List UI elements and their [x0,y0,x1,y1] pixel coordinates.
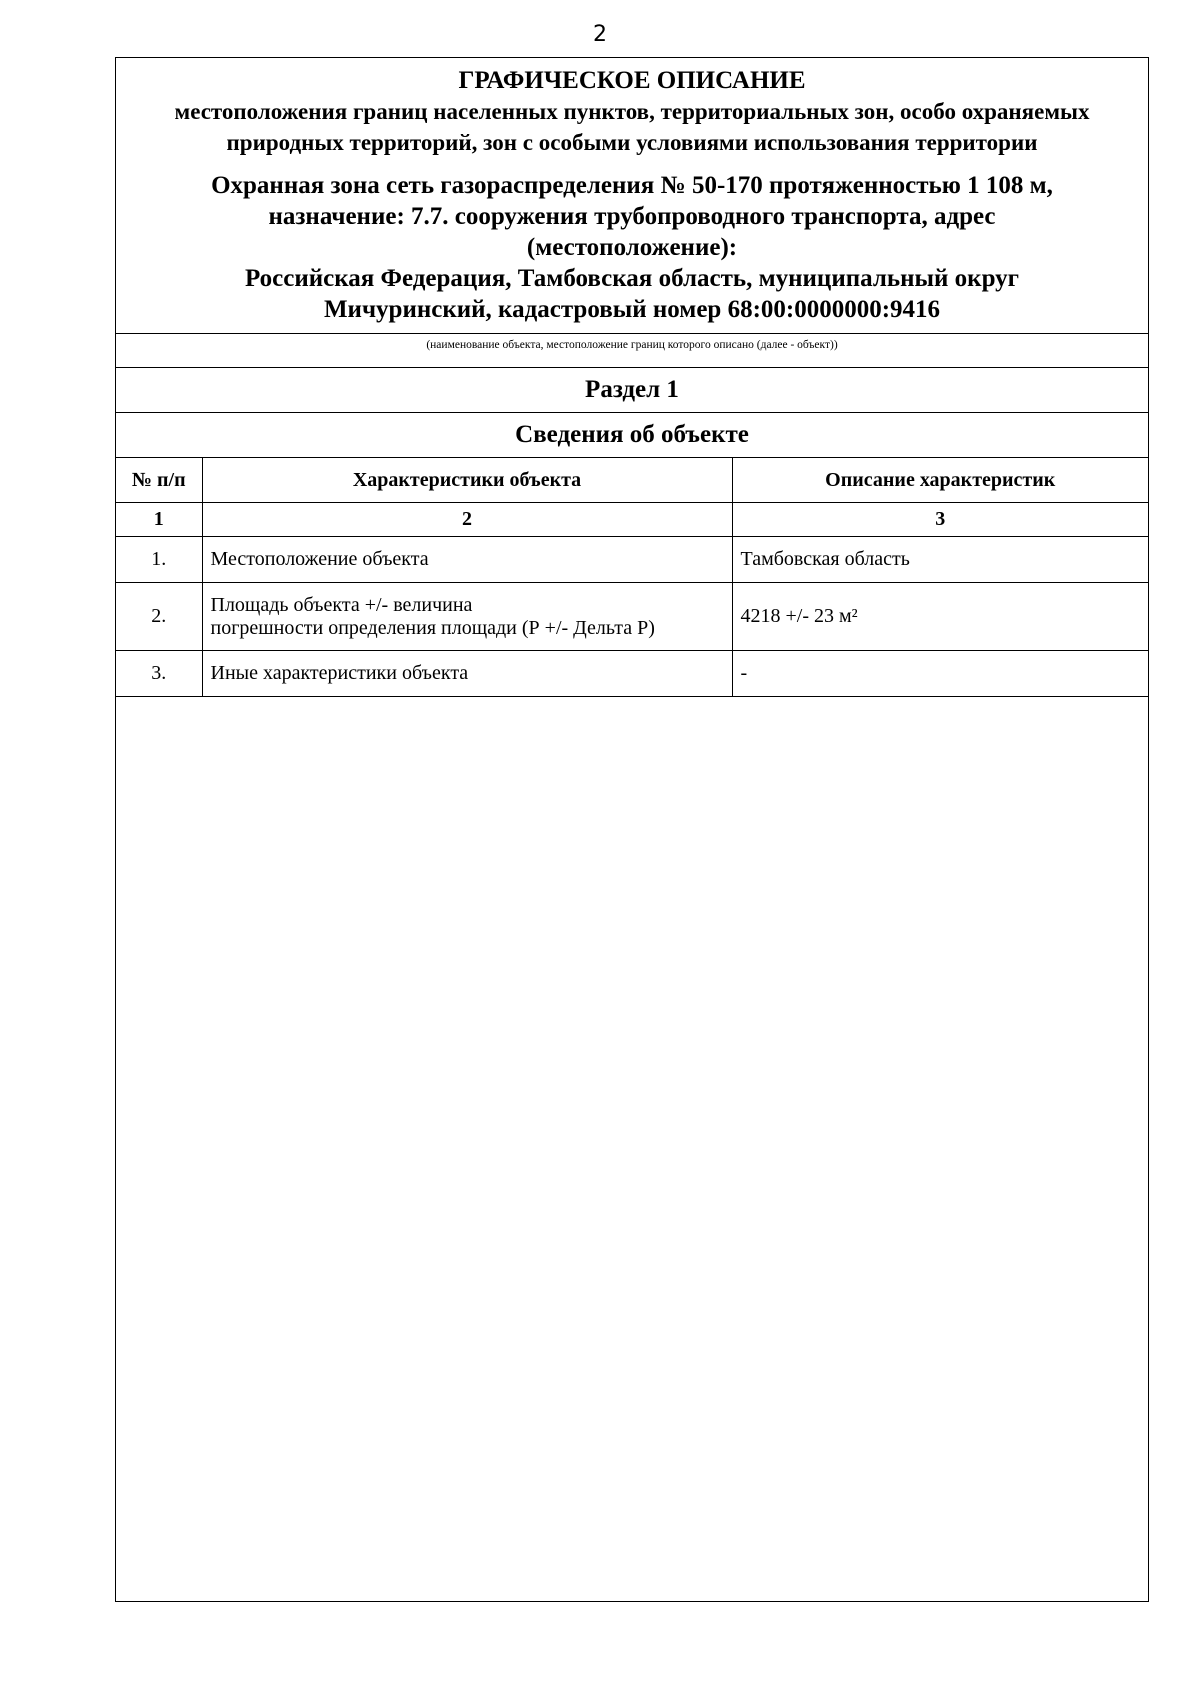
row-characteristic-line: Площадь объекта +/- величина [210,593,473,616]
section-title: Раздел 1 [116,368,1148,413]
header-characteristic: Характеристики объекта [202,458,732,503]
object-info-table [116,367,1148,697]
row-characteristic [202,583,732,651]
table-row [116,583,1148,651]
row-description: 4218 +/- 23 м² [732,583,1148,651]
object-name [136,170,1128,325]
row-number: 2. [116,583,202,651]
row-number: 3. [116,651,202,697]
row-characteristic: Иные характеристики объекта [202,651,732,697]
document-frame [115,57,1149,1602]
row-description: - [732,651,1148,697]
row-characteristic-line: погрешности определения площади (Р +/- Дельта Р) [210,616,655,639]
document-title: ГРАФИЧЕСКОЕ ОПИСАНИЕ [458,67,806,94]
table-row [116,651,1148,697]
column-number-row [116,503,1148,537]
table-header-row [116,458,1148,503]
object-name-line: Российская Федерация, Тамбовская область, муниципальный округ [244,265,1020,292]
row-description: Тамбовская область [732,537,1148,583]
table-row [116,537,1148,583]
document-subtitle: местоположения границ населенных пунктов, территориальных зон, особо охраняемых природных территорий, зон с особыми условиями использования территории [174,99,1090,155]
column-number: 1 [116,503,202,537]
page-number: 2 [593,22,607,47]
object-caption: (наименование объекта, местоположение границ которого описано (далее - объект)) [116,333,1148,367]
header-description: Описание характеристик [732,458,1148,503]
column-number: 3 [732,503,1148,537]
object-name-line: Охранная зона сеть газораспределения № 50-170 протяженностью 1 108 м, [211,172,1053,199]
document-header [116,58,1148,325]
row-number: 1. [116,537,202,583]
object-name-line: назначение: 7.7. сооружения трубопроводного транспорта, адрес [268,203,996,230]
object-name-line: Мичуринский, кадастровый номер 68:00:0000000:9416 [323,296,941,323]
section-subtitle: Сведения об объекте [116,413,1148,458]
row-characteristic: Местоположение объекта [202,537,732,583]
object-name-line: (местоположение): [526,234,738,261]
header-number: № п/п [116,458,202,503]
column-number: 2 [202,503,732,537]
